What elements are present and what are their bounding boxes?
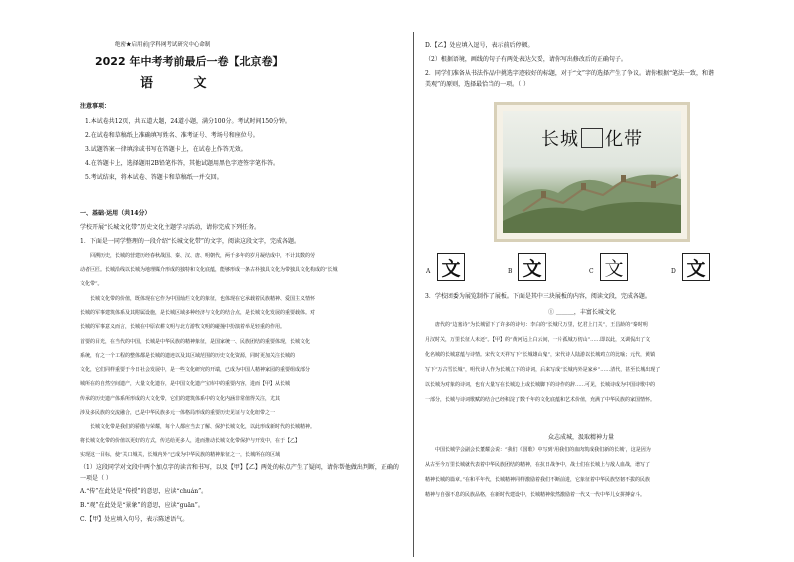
question-3: 3．学校团委为展览制作了展板。下面是其中三块展板的内容，阅读文段，完成各题。 bbox=[425, 293, 651, 300]
option-c: C.【甲】处应填入句号，表示陈述语气。 bbox=[80, 516, 189, 523]
note-item: 1.本试卷共12页，共五道大题，24道小题，满分100分。考试时间150分钟。 bbox=[85, 118, 291, 125]
passage-line: 长城文化带的价值，既体现在它作为中国灿烂文化的象征，也体现在它承载着民族精神、爱国主义情怀 bbox=[90, 296, 316, 302]
painting-title-right: 化带 bbox=[605, 129, 643, 150]
board2-line: 精神与自强不息的民族品格，在新时代建设中，长城精神依然激励着一代又一代中华儿女拼搏奋斗。 bbox=[425, 492, 646, 498]
option-a: A.“传”在此处是“传授”的意思，应读“chuán”。 bbox=[80, 488, 208, 495]
option-d: D.【乙】处应填入逗号，表示前后停顿。 bbox=[425, 42, 534, 49]
choice-c-calligraphy[interactable] bbox=[600, 253, 628, 281]
option-b: B.“观”在此处是“景象”的意思，应读“guān”。 bbox=[80, 502, 204, 509]
exam-title: 2022 年中考考前最后一卷【北京卷】 bbox=[95, 55, 284, 68]
passage-line: 长城的军事意义而言，长城在中原农耕文明与北方游牧文明的碰撞中扮演着举足轻重的作用。 bbox=[80, 324, 286, 330]
board1-line: 一部分，长城与诗词歌赋的结合已经积淀了数千年的文化底蕴和艺术价值，充满了中华民族的家国情怀。 bbox=[425, 397, 656, 403]
great-wall-painting bbox=[494, 102, 690, 242]
choice-char: 文 bbox=[604, 257, 624, 280]
board1-line: 唐代的“边塞诗”为长城留下了许多的诗句：李白的“长城尺万里，忆君上门关”，王昌龄的“秦时明 bbox=[435, 322, 648, 328]
section-intro: 学校开展“长城文化带”历史文化主题学习活动，请你完成下列任务。 bbox=[80, 224, 261, 231]
question-1: 1．下面是一同学整理的一段介绍“长城文化带”的文字，阅读这段文字，完成各题。 bbox=[80, 238, 300, 245]
subject-title: 语 文 bbox=[140, 76, 225, 91]
board2-line: 从古至今万里长城就代表着中华民族团结的精神，在抗日战争中，战士们在长城上与敌人血战，谱写了 bbox=[425, 462, 651, 468]
board1-title: ① ＿＿＿，丰富长城文化 bbox=[548, 309, 616, 316]
note-item: 5.考试结束，将本试卷、答题卡和草稿纸一并交回。 bbox=[85, 174, 223, 181]
board1-line: 以长城为对象的诗词，也有大量写在长城边上或长城脚下的诗作的辞……可见，长城诗成为中国诗歌中的 bbox=[425, 382, 656, 388]
passage-line: 实现这一目标，使“关口城关，长城内外”已成为中华民族的精神象征之一，长城所在的区域 bbox=[80, 452, 281, 458]
passage-line: 文化带”。 bbox=[80, 281, 103, 287]
passage-line: 回溯历史，长城的营建历经春秋战国、秦、汉、唐、明朝代，两千多年的岁月凝结成中，不计其数的劳 bbox=[90, 253, 316, 259]
note-item: 4.在答题卡上，选择题用2B铅笔作答，其他试题用黑色字迹签字笔作答。 bbox=[85, 160, 279, 167]
section-heading: 一、基础·运用（共14分） bbox=[80, 210, 151, 217]
painting-blank-box bbox=[581, 128, 603, 148]
choice-label-d: D bbox=[671, 268, 676, 275]
board2-title: 众志成城，汲取精神力量 bbox=[548, 434, 615, 441]
question-1-2: （2）根据语境，画线的句子有两处表达欠妥，请你写出修改后的正确句子。 bbox=[425, 56, 627, 63]
note-item: 3.试题答案一律填涂或书写在答题卡上，在试卷上作答无效。 bbox=[85, 146, 247, 153]
notes-heading: 注意事项： bbox=[80, 103, 111, 110]
choice-label-c: C bbox=[589, 268, 594, 275]
choice-label-a: A bbox=[426, 268, 431, 275]
passage-line: 首要的目光，在当代的中国，长城是中华民族的精神象征，是国家统一、民族团结的重要体现，长城文化 bbox=[80, 339, 311, 345]
choice-b-calligraphy[interactable] bbox=[518, 253, 546, 281]
board1-line: 化名城的长城意蕴与诗情。宋代文天祥写下“长城雄山鬼”，宋代诗人陆游以长城鸡立的比喻；元代，黄镇 bbox=[425, 352, 656, 358]
painting-title-left: 长城 bbox=[541, 129, 579, 150]
choice-char: 文 bbox=[441, 257, 461, 280]
passage-line: 动者巨匠。长城沿线以长城为地理媒介形成的独特和文化底蕴，能够形成一条古朴独具文化为带独具文化构成的“长城 bbox=[80, 267, 338, 273]
board1-line: 月汉时关，万里长征人未还”。【甲】的“黄河远上白云间，一片孤城万仞山”……即以此，又调侃出了文 bbox=[425, 337, 651, 343]
passage-line: 将长城文化带的价值以更好的方式，传达给更多人，进而推动长城文化带保护与开发中，在于【乙】 bbox=[80, 438, 301, 444]
passage-line: 城所在的自然空间遗产，大量文化遗存，是中国文化遗产宝库中的重要内容，进而【甲】从长城 bbox=[80, 381, 291, 387]
passage-line: 长城文化带是我们的骄傲与荣耀，每个人都应当去了解、保护长城文化，以此形成新时代的长城精神。 bbox=[90, 424, 316, 430]
choice-d-calligraphy[interactable] bbox=[682, 253, 710, 281]
choice-char: 文 bbox=[686, 257, 706, 280]
passage-line: 文化，它们同样重要于今日社会发展中，是一些文化研究的开端，已成为中国人精神家园的重要组成部分 bbox=[80, 367, 311, 373]
board1-line: 写下“万古雪长城”，明代诗人作为长城立下的诗词，后来写成“长城内外是家乡”……清代，甚至长城出现了 bbox=[425, 367, 661, 373]
secret-label: 绝密★启用前|学科网考试研究中心命制 bbox=[115, 42, 211, 48]
passage-line: 涉及多民族的交流融合，已是中华民族多元一体格局形成的重要历史见证与文化纽带之一 bbox=[80, 410, 276, 416]
board2-line: 中国长城学会副会长董耀会说：“我们《国歌》中写到‘用我们的血肉筑成我们新的长城’，这是因为 bbox=[435, 447, 651, 453]
choice-char: 文 bbox=[522, 257, 542, 280]
passage-line: 长城的军事建筑体系及其附属设施，是长城区域多种经济与文化的结合点，是长城文化发展的重要载体。对 bbox=[80, 310, 316, 316]
painting-title bbox=[541, 125, 643, 151]
choice-label-b: B bbox=[508, 268, 513, 275]
question-1-1: （1）这段同学对文段中两个加点字的读音和书写，以及【甲】【乙】两处的标点产生了疑问，请你帮他做出判断，正确的一项是（ ） bbox=[80, 464, 399, 483]
passage-line: 传承的历史遗产体系所形成的大文化带，它们的建筑体系中的文化内涵非常值得关注，尤其 bbox=[80, 396, 281, 402]
board2-line: 精神长城的篇章。”在和平年代，长城精神同样激励着我们不断前进，它象征着中华民族坚韧不拔的民族 bbox=[425, 477, 651, 483]
column-divider bbox=[413, 32, 414, 557]
question-2: 2．同学们准备从书法作品中挑选字迹较好的标题，对于“文”字的选择产生了争议。请你根据“笔法一致，和谐美观”的原则，选择最恰当的一项。（ ） bbox=[425, 70, 715, 89]
choice-a-calligraphy[interactable] bbox=[437, 253, 465, 281]
passage-line: 系统，有之一个工程的整体都是长城的遗迹以及其区域范围的历史文化资源，同时更加关注长城的 bbox=[80, 353, 296, 359]
note-item: 2.在试卷和草稿纸上准确填写姓名、准考证号、考场号和座位号。 bbox=[85, 132, 259, 139]
